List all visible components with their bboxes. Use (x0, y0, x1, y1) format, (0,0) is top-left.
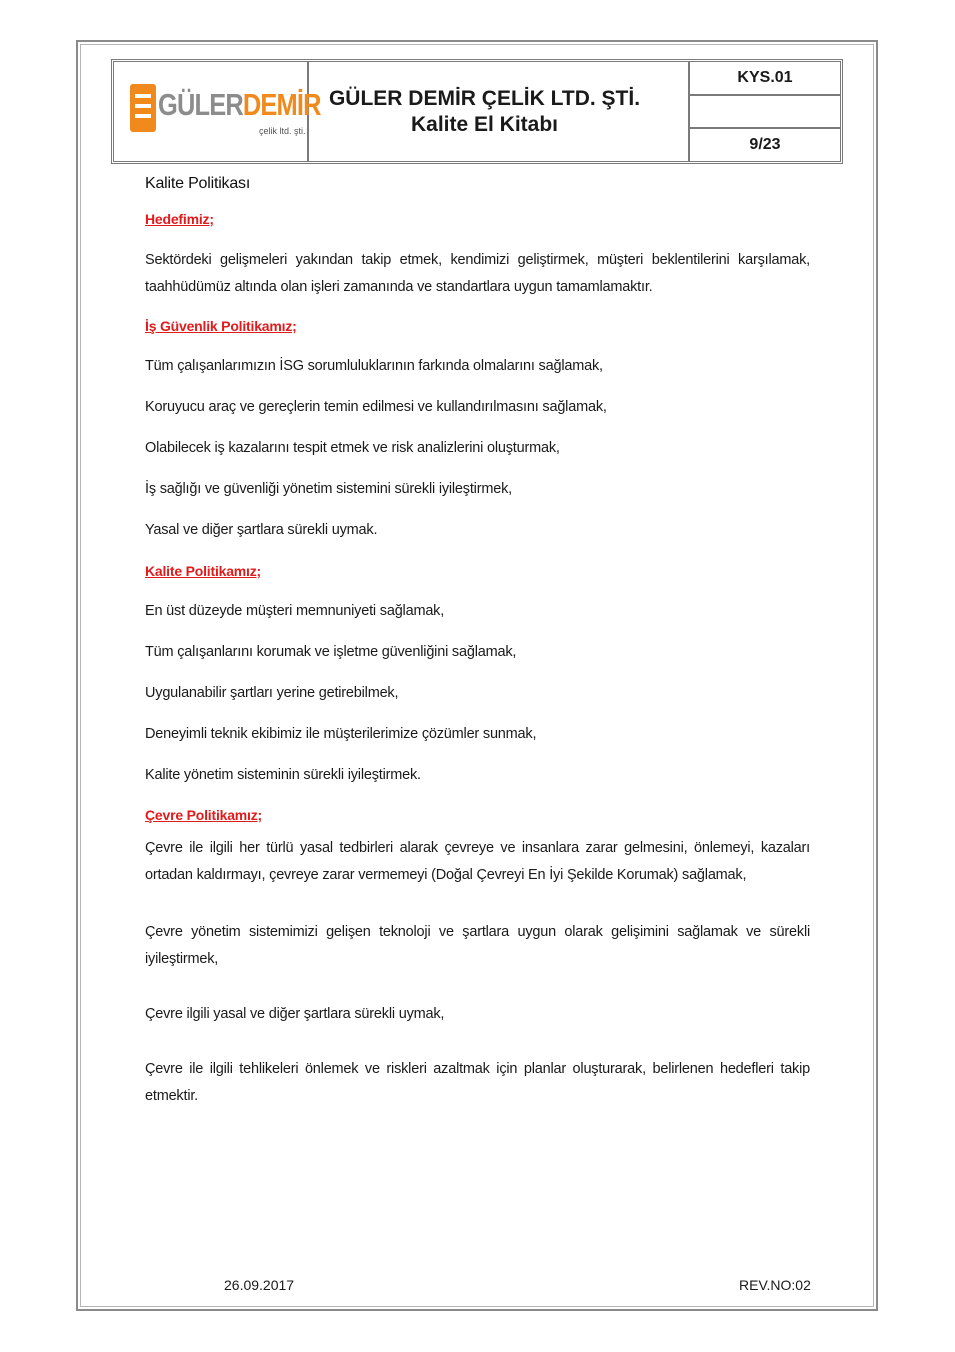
paragraph-hedef: Sektördeki gelişmeleri yakından takip etmek, kendimizi geliştirmek, müşteri beklentilerini karşılamak, taahhüdümüz altında olan işleri zamanında ve standartlara uygun tamamlamaktır. (145, 252, 810, 295)
list-item: İş sağlığı ve güvenliği yönetim sistemini sürekli iyileştirmek, (145, 481, 512, 497)
page-title: Kalite Politikası (145, 175, 251, 192)
company-logo (114, 62, 321, 161)
list-item: Tüm çalışanlarımızın İSG sorumluluklarının farkında olmalarını sağlamak, (145, 358, 603, 374)
header-title-cell (309, 62, 690, 161)
company-name: GÜLER DEMİR ÇELİK LTD. ŞTİ. (328, 86, 641, 110)
list-item: Deneyimli teknik ekibimiz ile müşterilerimize çözümler sunmak, (145, 726, 537, 742)
list-item: En üst düzeyde müşteri memnuniyeti sağlamak, (145, 603, 445, 619)
page-number: 9/23 (690, 127, 840, 161)
section-heading-hedef: Hedefimiz; (145, 211, 214, 227)
list-item: Koruyucu araç ve gereçlerin temin edilmesi ve kullandırılmasını sağlamak, (145, 399, 607, 415)
document-code: KYS.01 (737, 68, 793, 86)
list-item: Tüm çalışanlarını korumak ve işletme güvenliğini sağlamak, (145, 644, 517, 660)
section-heading-is-guvenlik: İş Güvenlik Politikamız; (145, 318, 297, 334)
document-title: Kalite El Kitabı (410, 112, 559, 136)
list-item: Kalite yönetim sisteminin sürekli iyileştirmek. (145, 767, 421, 783)
section-heading-kalite: Kalite Politikamız; (145, 563, 262, 579)
paragraph-cevre-1: Çevre ile ilgili her türlü yasal tedbirleri alarak çevreye ve insanlara zarar gelmesini, önlemeyi, kazaları ortadan kaldırmayı, çevreye zarar vermemeyi (Doğal Çevreyi En İyi Şekilde Korumak) sağlamak, (145, 840, 810, 883)
logo-mark-icon (130, 84, 156, 132)
list-item: Uygulanabilir şartları yerine getirebilmek, (145, 685, 399, 701)
document-header (111, 59, 843, 164)
footer-revision: REV.NO:02 (739, 1277, 811, 1293)
header-code-cell (690, 62, 840, 161)
logo-subtitle: çelik ltd. şti. (259, 126, 306, 136)
logo-wordmark: GÜLERDEMİR (158, 87, 321, 122)
section-heading-cevre: Çevre Politikamız; (145, 807, 262, 823)
list-item: Olabilecek iş kazalarını tespit etmek ve risk analizlerini oluşturmak, (145, 440, 560, 456)
blank-code-row (690, 94, 840, 128)
page-border-inner (80, 44, 874, 1307)
footer-date: 26.09.2017 (224, 1277, 295, 1293)
list-item: Yasal ve diğer şartlara sürekli uymak. (145, 522, 378, 538)
paragraph-cevre-4: Çevre ile ilgili tehlikeleri önlemek ve riskleri azaltmak için planlar oluşturarak, belirlenen hedefleri takip etmektir. (145, 1061, 810, 1104)
paragraph-cevre-3: Çevre ilgili yasal ve diğer şartlara sürekli uymak, (145, 1006, 445, 1022)
paragraph-cevre-2: Çevre yönetim sistemimizi gelişen teknoloji ve şartlara uygun olarak gelişimini sağlamak ve sürekli iyileştirmek, (145, 924, 810, 967)
